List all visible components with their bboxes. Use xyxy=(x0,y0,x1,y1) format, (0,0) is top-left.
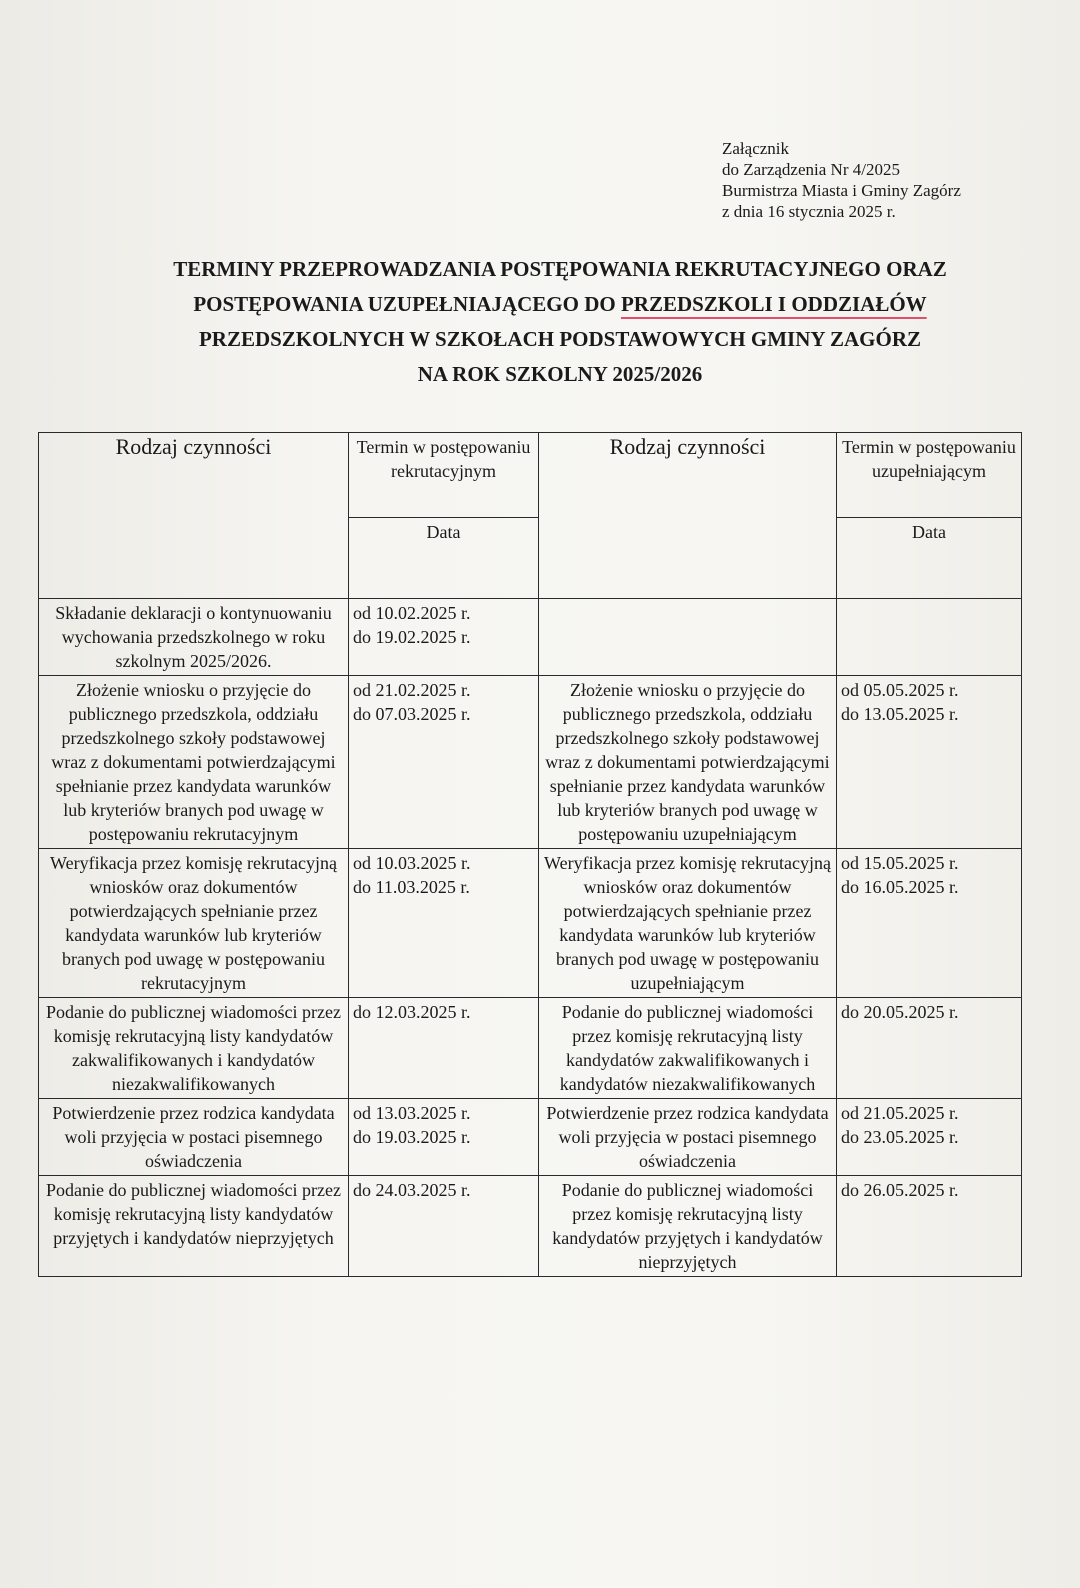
row-recruitment-dates xyxy=(349,599,539,676)
date-from: do 12.03.2025 r. xyxy=(353,1002,471,1022)
row-supplementary-activity: Potwierdzenie przez rodzica kandydata woli przyjęcia w postaci pisemnego oświadczenia xyxy=(539,1099,837,1176)
table-row xyxy=(39,676,1022,849)
title-line-3: PRZEDSZKOLNYCH W SZKOŁACH PODSTAWOWYCH GMINY ZAGÓRZ xyxy=(198,327,922,351)
table-row xyxy=(39,599,1022,676)
title-line-2 xyxy=(60,287,1060,322)
row-supplementary-activity: Weryfikacja przez komisję rekrutacyjną wniosków oraz dokumentów potwierdzających spełnianie przez kandydata warunków lub kryteriów branych pod uwagę w postępowaniu uzupełniającym xyxy=(539,849,837,998)
row-recruitment-dates xyxy=(349,1099,539,1176)
title-line-4: NA ROK SZKOLNY 2025/2026 xyxy=(417,362,703,386)
table-header-row xyxy=(39,433,1022,518)
row-activity: Podanie do publicznej wiadomości przez komisję rekrutacyjną listy kandydatów przyjętych i kandydatów nieprzyjętych xyxy=(39,1176,349,1277)
annex-line: Załącznik xyxy=(722,139,790,158)
date-from: do 26.05.2025 r. xyxy=(841,1180,959,1200)
header-term-recruitment: Termin w postępowaniu rekrutacyjnym xyxy=(349,433,539,518)
table-row xyxy=(39,849,1022,998)
annex-line: do Zarządzenia Nr 4/2025 xyxy=(722,160,900,179)
row-activity: Składanie deklaracji o kontynuowaniu wychowania przedszkolnego w roku szkolnym 2025/2026. xyxy=(39,599,349,676)
date-from: od 15.05.2025 r. xyxy=(841,853,959,873)
table-row xyxy=(39,1099,1022,1176)
header-date-recruitment: Data xyxy=(349,518,539,599)
annex-line: z dnia 16 stycznia 2025 r. xyxy=(722,202,896,221)
header-activity-supplementary: Rodzaj czynności xyxy=(539,433,837,599)
table-row xyxy=(39,998,1022,1099)
table-row xyxy=(39,1176,1022,1277)
date-from: od 21.02.2025 r. xyxy=(353,680,471,700)
date-from: do 20.05.2025 r. xyxy=(841,1002,959,1022)
row-recruitment-dates xyxy=(349,849,539,998)
date-from: od 13.03.2025 r. xyxy=(353,1103,471,1123)
row-supplementary-activity: Złożenie wniosku o przyjęcie do publicznego przedszkola, oddziału przedszkolnego szkoły podstawowej wraz z dokumentami potwierdzającymi spełnianie przez kandydata warunków lub kryteriów branych pod uwagę w postępowaniu uzupełniającym xyxy=(539,676,837,849)
date-from: od 21.05.2025 r. xyxy=(841,1103,959,1123)
row-activity: Weryfikacja przez komisję rekrutacyjną wniosków oraz dokumentów potwierdzających spełnianie przez kandydata warunków lub kryteriów branych pod uwagę w postępowaniu rekrutacyjnym xyxy=(39,849,349,998)
date-to: do 16.05.2025 r. xyxy=(841,877,959,897)
date-to: do 19.03.2025 r. xyxy=(353,1127,471,1147)
row-supplementary-dates xyxy=(837,599,1022,676)
title-line-2a: POSTĘPOWANIA UZUPEŁNIAJĄCEGO DO xyxy=(193,292,621,316)
date-to: do 13.05.2025 r. xyxy=(841,704,959,724)
row-supplementary-dates xyxy=(837,849,1022,998)
header-term-supplementary: Termin w postępowaniu uzupełniającym xyxy=(837,433,1022,518)
date-to: do 11.03.2025 r. xyxy=(353,877,470,897)
title-line-2b-underlined: PRZEDSZKOLI I ODDZIAŁÓW xyxy=(620,292,927,316)
row-supplementary-activity xyxy=(539,599,837,676)
row-supplementary-activity: Podanie do publicznej wiadomości przez komisję rekrutacyjną listy kandydatów przyjętych i kandydatów nieprzyjętych xyxy=(539,1176,837,1277)
date-to: do 07.03.2025 r. xyxy=(353,704,471,724)
title-line-1: TERMINY PRZEPROWADZANIA POSTĘPOWANIA REKRUTACYJNEGO ORAZ xyxy=(173,257,947,281)
row-activity: Złożenie wniosku o przyjęcie do publicznego przedszkola, oddziału przedszkolnego szkoły podstawowej wraz z dokumentami potwierdzającymi spełnianie przez kandydata warunków lub kryteriów branych pod uwagę w postępowaniu rekrutacyjnym xyxy=(39,676,349,849)
date-to: do 23.05.2025 r. xyxy=(841,1127,959,1147)
date-from: od 10.02.2025 r. xyxy=(353,603,471,623)
date-from: od 10.03.2025 r. xyxy=(353,853,471,873)
header-activity: Rodzaj czynności xyxy=(39,433,349,599)
date-to: do 19.02.2025 r. xyxy=(353,627,471,647)
row-recruitment-dates xyxy=(349,998,539,1099)
row-activity: Potwierdzenie przez rodzica kandydata woli przyjęcia w postaci pisemnego oświadczenia xyxy=(39,1099,349,1176)
row-supplementary-activity: Podanie do publicznej wiadomości przez komisję rekrutacyjną listy kandydatów zakwalifikowanych i kandydatów niezakwalifikowanych xyxy=(539,998,837,1099)
row-supplementary-dates xyxy=(837,1176,1022,1277)
row-recruitment-dates xyxy=(349,1176,539,1277)
document-title xyxy=(60,252,1060,392)
row-supplementary-dates xyxy=(837,676,1022,849)
row-supplementary-dates xyxy=(837,998,1022,1099)
date-from: od 05.05.2025 r. xyxy=(841,680,959,700)
header-date-supplementary: Data xyxy=(837,518,1022,599)
date-from: do 24.03.2025 r. xyxy=(353,1180,471,1200)
row-activity: Podanie do publicznej wiadomości przez komisję rekrutacyjną listy kandydatów zakwalifikowanych i kandydatów niezakwalifikowanych xyxy=(39,998,349,1099)
schedule-table xyxy=(38,432,1022,1277)
row-recruitment-dates xyxy=(349,676,539,849)
row-supplementary-dates xyxy=(837,1099,1022,1176)
annex-line: Burmistrza Miasta i Gminy Zagórz xyxy=(722,181,961,200)
annex-note xyxy=(722,138,961,222)
